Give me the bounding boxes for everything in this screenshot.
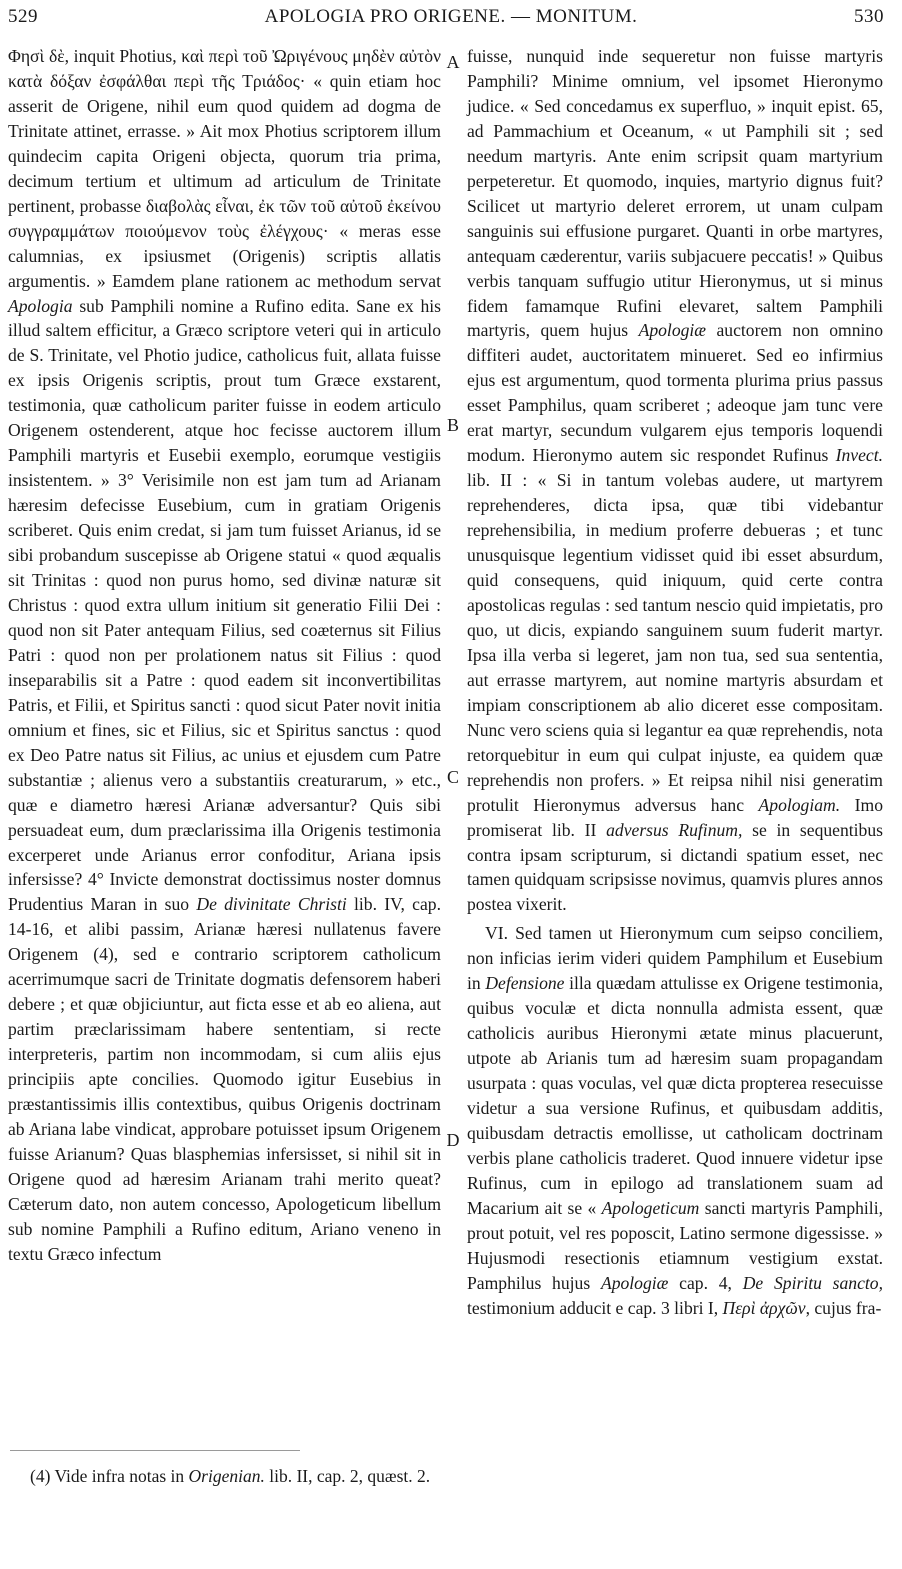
running-header xyxy=(0,6,902,34)
left-paragraph: Φησὶ δὲ, inquit Photius, καὶ περὶ τοῦ Ὠριγένους μηδὲν αὐτὸν κατὰ δόξαν ἐσφάλθαι περὶ τῆς Τριάδος· « quin etiam hoc asserit de Origene, nihil eum quod quidem ad dogma de Trinitate attinet, errasse. » Ait mox Photius scriptorem illum quindecim capita Origeni objecta, quorum tria prima, decimum tertium et ultimum ad articulum de Trinitate pertinent, probasse διαβολὰς εἶναι, ἐκ τῶν τοῦ αὐτοῦ ἐκείνου συγγραμμάτων ποιούμενον τοὺς ἐλέγχους· « meras esse calumnias, ex ipsiusmet (Origenis) scriptis allatis argumentis. » Eamdem plane rationem ac methodum servat Apologia sub Pamphili nomine a Rufino edita. Sane ex his illud saltem efficitur, a Græco scriptore veteri qui in articulo de S. Trinitate, vel Photio judice, catholicus fuit, allata fuisse ex ipsis Origenis scriptis, prout tum Græce exstarent, testimonia, quæ catholicum pariter fuisse in eodem articulo Origenem ostenderent, atque hoc fecisse auctorem illum Pamphili martyris et Eusebii exemplo, eorumque vestigiis insistentem. » 3° Verisimile non est jam tum ad Arianam hæresim defecisse Eusebium, cum in gratiam Origenis scriberet. Quis enim credat, si jam tum fuisset Arianus, id se sibi probandum suscepisse ab Origene statui « quod æqualis sit Trinitas : quod non purus homo, sed divinæ naturæ sit Christus : quod extra ullum initium sit generatio Filii Dei : quod non sit Pater antequam Filius, sed coæternus sit Filius Patri : quod non per prolationem natus sit Filius : quod inseparabilis sit a Patre : quod eadem sit inconvertibilitas Patris, et Filii, et Spiritus sancti : quod sicut Pater novit initia omnium et fines, sic et Filius, sic et Spiritus sanctus : quod ex Deo Patre natus sit Filius, ac unius et ejusdem cum Patre substantiæ ; alienus vero a substantiis creaturarum, » etc., quæ e diametro hæresi Arianæ adversantur? Quis sibi persuadeat eum, dum præclarissima illa Origenis testimonia excerperet unde Arianus error confoditur, Ariana ipsis infersisse? 4° Invicte demonstrat doctissimus noster domnus Prudentius Maran in suo De divinitate Christi lib. IV, cap. 14-16, et alibi passim, Arianæ hæresi nullatenus favere Origenem (4), sed e contrario scriptorem catholicum acerrimumque sacri de Trinitate dogmatis defensorem haberi debere ; et quæ objiciuntur, aut ficta esse et ab eo aliena, aut partim præclarissimam habere sententiam, si recte interpreteris, partim non incommodam, si cum aliis ejus principiis apte concilies. Quomodo igitur Eusebius in præstantissimis illis contextibus, quibus Origenis doctrinam ab Ariana labe vindicat, approbare potuisset ipsum Origenem fuisse Arianum? Quas blasphemias infersisset, si nihil sit in Origene quod ad hæresim Arianam trahi merito queat? Cæterum dato, non autem concesso, Apologeticum libellum sub nomine Pamphili a Rufino editum, Ariano veneno in textu Græco infectum xyxy=(8,46,441,1264)
footnote: (4) Vide infra notas in Origenian. lib. II, cap. 2, quæst. 2. xyxy=(30,1466,431,1486)
margin-marker-a: A xyxy=(446,52,460,72)
right-column xyxy=(467,44,883,1321)
page-number-left: 529 xyxy=(8,6,38,27)
margin-marker-c: C xyxy=(446,767,459,787)
margin-marker-d: D xyxy=(446,1130,460,1150)
page-number-right: 530 xyxy=(854,6,884,27)
left-column xyxy=(8,44,441,1267)
right-paragraph-2: VI. Sed tamen ut Hieronymum cum seipso conciliem, non inficias ierim videri quidem Pamphilum et Eusebium in Defensione illa quædam attulisse ex Origene testimonia, quibus voculæ et dicta nonnulla admista essent, quæ catholicis auribus Hieronymi ætate minus placuerunt, utpote ab Arianis tum ad hæresim suam propagandam usurpata : quas voculas, vel quæ dicta propterea resecuisse videtur a sua versione Rufinus, et quibusdam additis, quibusdam detractis emollisse, ut catholicam doctrinam verbis plane catholicis traderet. Quod innuere videtur ipse Rufinus, cum in epilogo ad translationem suam ad Macarium ait se « Apologeticum sancti martyris Pamphili, prout potuit, vel res poposcit, Latino sermone digessisse. » Hujusmodi resectionis etiamnum vestigium exstat. Pamphilus hujus Apologiæ cap. 4, De Spiritu sancto, testimonium adducit e cap. 3 libri I, Περὶ ἀρχῶν, cujus fra- xyxy=(467,923,883,1318)
right-paragraph-1: fuisse, nunquid inde sequeretur non fuisse martyris Pamphili? Minime omnium, vel ipsomet Hieronymo judice. « Sed concedamus ex superfluo, » inquit epist. 65, ad Pammachium et Oceanum, « ut Pamphili sit ; sed needum martyris. Ante enim scripsit quam martyrium perpeteretur. Et quomodo, inquies, martyrio dignus fuit? Scilicet ut martyrio deleret errorem, ut unam culpam sanguinis sui effusione purgaret. Quanti in orbe martyres, antequam cæderentur, variis subjacuere peccatis! » Quibus verbis tanquam suffugio utitur Hieronymus, ut si minus fidem famamque Rufini elevaret, saltem Pamphili martyris, quem hujus Apologiæ auctorem non omnino diffiteri audet, auctoritatem minueret. Sed eo infirmius ejus est argumentum, quod tormenta plurima prius passus esset Pamphilus, quam scriberet ; adeoque jam tunc vere erat martyr, secundum vulgarem ejus temporis loquendi modum. Hieronymo autem sic respondet Rufinus Invect. lib. II : « Si in tantum volebas audere, ut martyrem reprehenderes, dicta ipsa, quæ tibi videbantur reprehensibilia, in medium proferre debueras ; et tunc unusquisque legentium vidisset quid ibi esset absurdum, quid consequens, quid iniquum, quid certe contra apostolicas regulas : sed tantum nescio quid impietatis, pro quo, ut dicis, expiando sanguinem suum fuderit martyr. Ipsa illa verba si legeret, jam non tua, sed sua sententia, aut errasse martyrem, aut nomine martyris absurdam et impiam conscriptionem ab alio diceret esse compositam. Nunc vero sciens quia si legantur ea quæ reprehendis, nota retorquebitur in eum qui culpat injuste, ea quidem quæ reprehendis non profers. » Et reipsa nihil nisi generatim protulit Hieronymus adversus hanc Apologiam. Imo promiserat lib. II adversus Rufinum, se in sequentibus contra ipsam scripturum, si dictandi spatium esset, nec tamen quidquam scripsisse novimus, quamvis plures annos postea vixerit. xyxy=(467,46,883,915)
footnote-divider xyxy=(10,1450,300,1451)
margin-marker-b: B xyxy=(446,415,459,435)
running-title: APOLOGIA PRO ORIGENE. — MONITUM. xyxy=(264,6,638,27)
